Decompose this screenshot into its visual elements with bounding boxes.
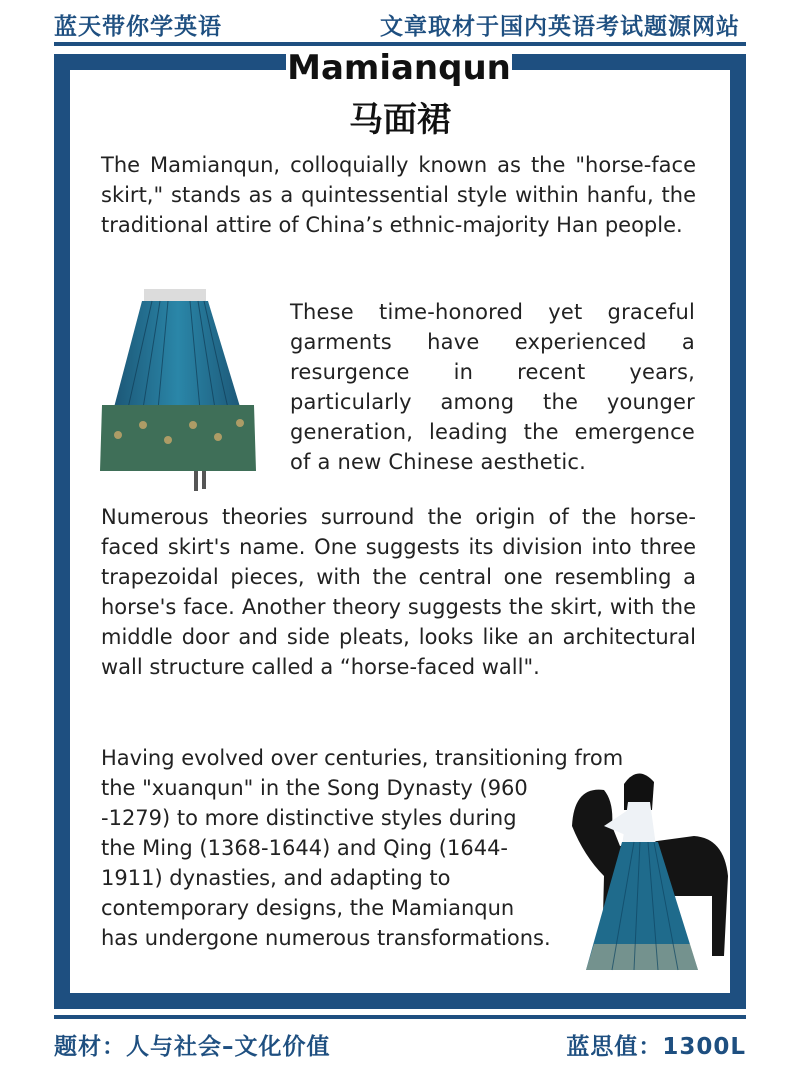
paragraph-4-line: has undergone numerous transformations. [101,926,551,950]
skirt-image [98,285,260,495]
bottom-rule [54,1015,746,1019]
paragraph-4-line: Having evolved over centuries, transitioning from [101,746,624,770]
paragraph-2: These time-honored yet graceful garments have experienced a resurgence in recent years, particularly among the younger generation, leading the emergence of a new Chinese aesthetic. [290,300,695,474]
paragraph-4-line: -1279) to more distinctive styles during [101,806,517,830]
hanfu-girl-with-horse-image [564,766,732,978]
paragraph-3: Numerous theories surround the origin of the horse-faced skirt's name. One suggests its division into three trapezoidal pieces, with the central one resembling a horse's face. Another theory suggests the skirt, with the middle door and side pleats, looks like an architectural wall structure called a “horse-faced wall". [101,505,696,679]
paragraph-4-line: the Ming (1368-1644) and Qing (1644- [101,836,509,860]
article-title: Mamianqun [287,48,511,88]
article-subtitle: 马面裙 [349,100,451,140]
source-note: 文章取材于国内英语考试题源网站 [380,14,740,40]
lexile-label: 蓝思值：1300L [566,1034,746,1060]
paragraph-4-line: the "xuanqun" in the Song Dynasty (960 [101,776,528,800]
paragraph-4-line: contemporary designs, the Mamianqun [101,896,515,920]
topic-label: 题材：人与社会–文化价值 [54,1034,331,1060]
paragraph-4-line: 1911) dynasties, and adapting to [101,866,451,890]
paragraph-1: The Mamianqun, colloquially known as the "horse-face skirt," stands as a quintessential style within hanfu, the traditional attire of China’s ethnic-majority Han people. [101,153,696,237]
site-name: 蓝天带你学英语 [54,14,222,40]
